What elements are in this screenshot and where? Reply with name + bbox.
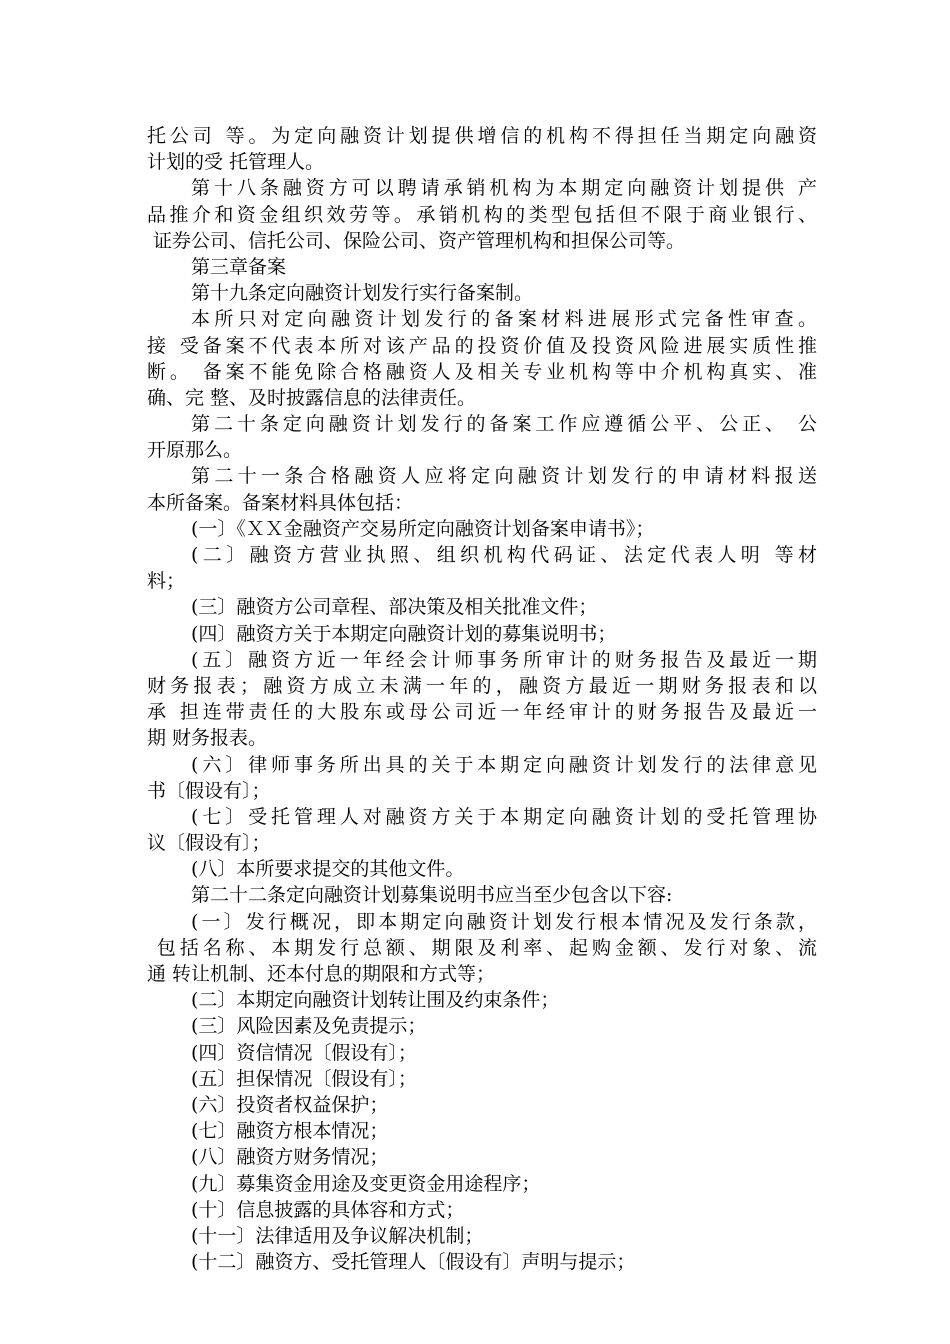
text-line: 接 受备案不代表本所对该产品的投资价值及投资风险进展实质性推 — [147, 334, 817, 357]
document-body — [147, 123, 817, 1275]
text-line: (八〕融资方财务情况； — [191, 1146, 389, 1169]
text-line: 期 财务报表。 — [147, 727, 268, 750]
text-line: (三〕融资方公司章程、部决策及相关批准文件； — [191, 596, 598, 619]
text-line: (六〕投资者权益保护； — [191, 1093, 389, 1116]
text-line: 托公司 等。为定向融资计划提供增信的机构不得担任当期定向融资 — [147, 125, 817, 147]
text-line: 包括名称、本期发行总额、期限及利率、起购金额、发行对象、流 — [147, 936, 817, 959]
text-line: 第二十条定向融资计划发行的备案工作应遵循公平、公正、 公 — [191, 413, 817, 436]
text-line: (十〕信息披露的具体容和方式； — [191, 1198, 465, 1221]
text-line: 品推介和资金组织效劳等。承销机构的类型包括但不限于商业银行、 — [147, 203, 817, 226]
text-line: 承 担连带责任的大股东或母公司近一年经审计的财务报告及最近一 — [147, 701, 817, 724]
text-line: 通 转让机制、还本付息的期限和方式等； — [147, 963, 496, 985]
text-line: (二〕本期定向融资计划转让围及约束条件； — [191, 989, 560, 1012]
text-line: (十二〕融资方、受托管理人〔假设有〕声明与提示； — [191, 1251, 636, 1274]
text-line: 书〔假设有〕； — [147, 779, 271, 802]
text-line: 开原那么。 — [147, 439, 243, 462]
text-line: (十一〕法律适用及争议解决机制； — [191, 1224, 484, 1247]
text-line: (一〕《ＸＸ金融资产交易所定向融资计划备案申请书》； — [191, 517, 655, 540]
text-line: (五〕担保情况〔假设有〕； — [191, 1067, 417, 1090]
text-line: 财务报表；融资方成立未满一年的，融资方最近一期财务报表和以 — [147, 674, 817, 697]
text-line: (二〕融资方营业执照、组织机构代码证、法定代表人明 等材 — [191, 544, 817, 566]
text-line: (四〕资信情况〔假设有〕； — [191, 1041, 417, 1064]
text-line: 本所备案。备案材料具体包括： — [147, 491, 414, 514]
text-line: (三〕风险因素及免责提示； — [191, 1015, 427, 1038]
text-line: (七〕融资方根本情况； — [191, 1120, 389, 1143]
text-line: (九〕募集资金用途及变更资金用途程序； — [191, 1172, 541, 1195]
text-line: 证券公司、信托公司、保险公司、资产管理机构和担保公司等。 — [147, 229, 686, 252]
text-line: 确、完 整、及时披露信息的法律责任。 — [147, 386, 477, 409]
text-line: (六〕律师事务所出具的关于本期定向融资计划发行的法律意见 — [191, 753, 817, 776]
text-line: 议〔假设有〕； — [147, 832, 271, 855]
text-line: (一〕发行概况，即本期定向融资计划发行根本情况及发行条款， — [191, 910, 817, 933]
text-line: 第二十二条定向融资计划募集说明书应当至少包含以下容: — [191, 884, 673, 907]
text-line: 第十八条融资方可以聘请承销机构为本期定向融资计划提供 产 — [191, 177, 817, 200]
text-line: 第十九条定向融资计划发行实行备案制。 — [191, 282, 534, 305]
text-line: 料； — [147, 570, 186, 593]
text-line: (七〕受托管理人对融资方关于本期定向融资计划的受托管理协 — [191, 805, 817, 828]
text-line: (四〕融资方关于本期定向融资计划的募集说明书； — [191, 622, 617, 645]
text-line: (五〕融资方近一年经会计师事务所审计的财务报告及最近一期 — [191, 648, 817, 671]
text-line: (八〕本所要求提交的其他文件。 — [191, 858, 465, 881]
text-line: 本所只对定向融资计划发行的备案材料进展形式完备性审查。 — [191, 308, 817, 331]
text-line: 断。 备案不能免除合格融资人及相关专业机构等中介机构真实、准 — [147, 360, 817, 383]
text-line: 计划的受 托管理人。 — [147, 151, 325, 174]
text-line: 第三章备案 — [191, 255, 287, 278]
text-line: 第二十一条合格融资人应将定向融资计划发行的申请材料报送 — [191, 465, 817, 488]
